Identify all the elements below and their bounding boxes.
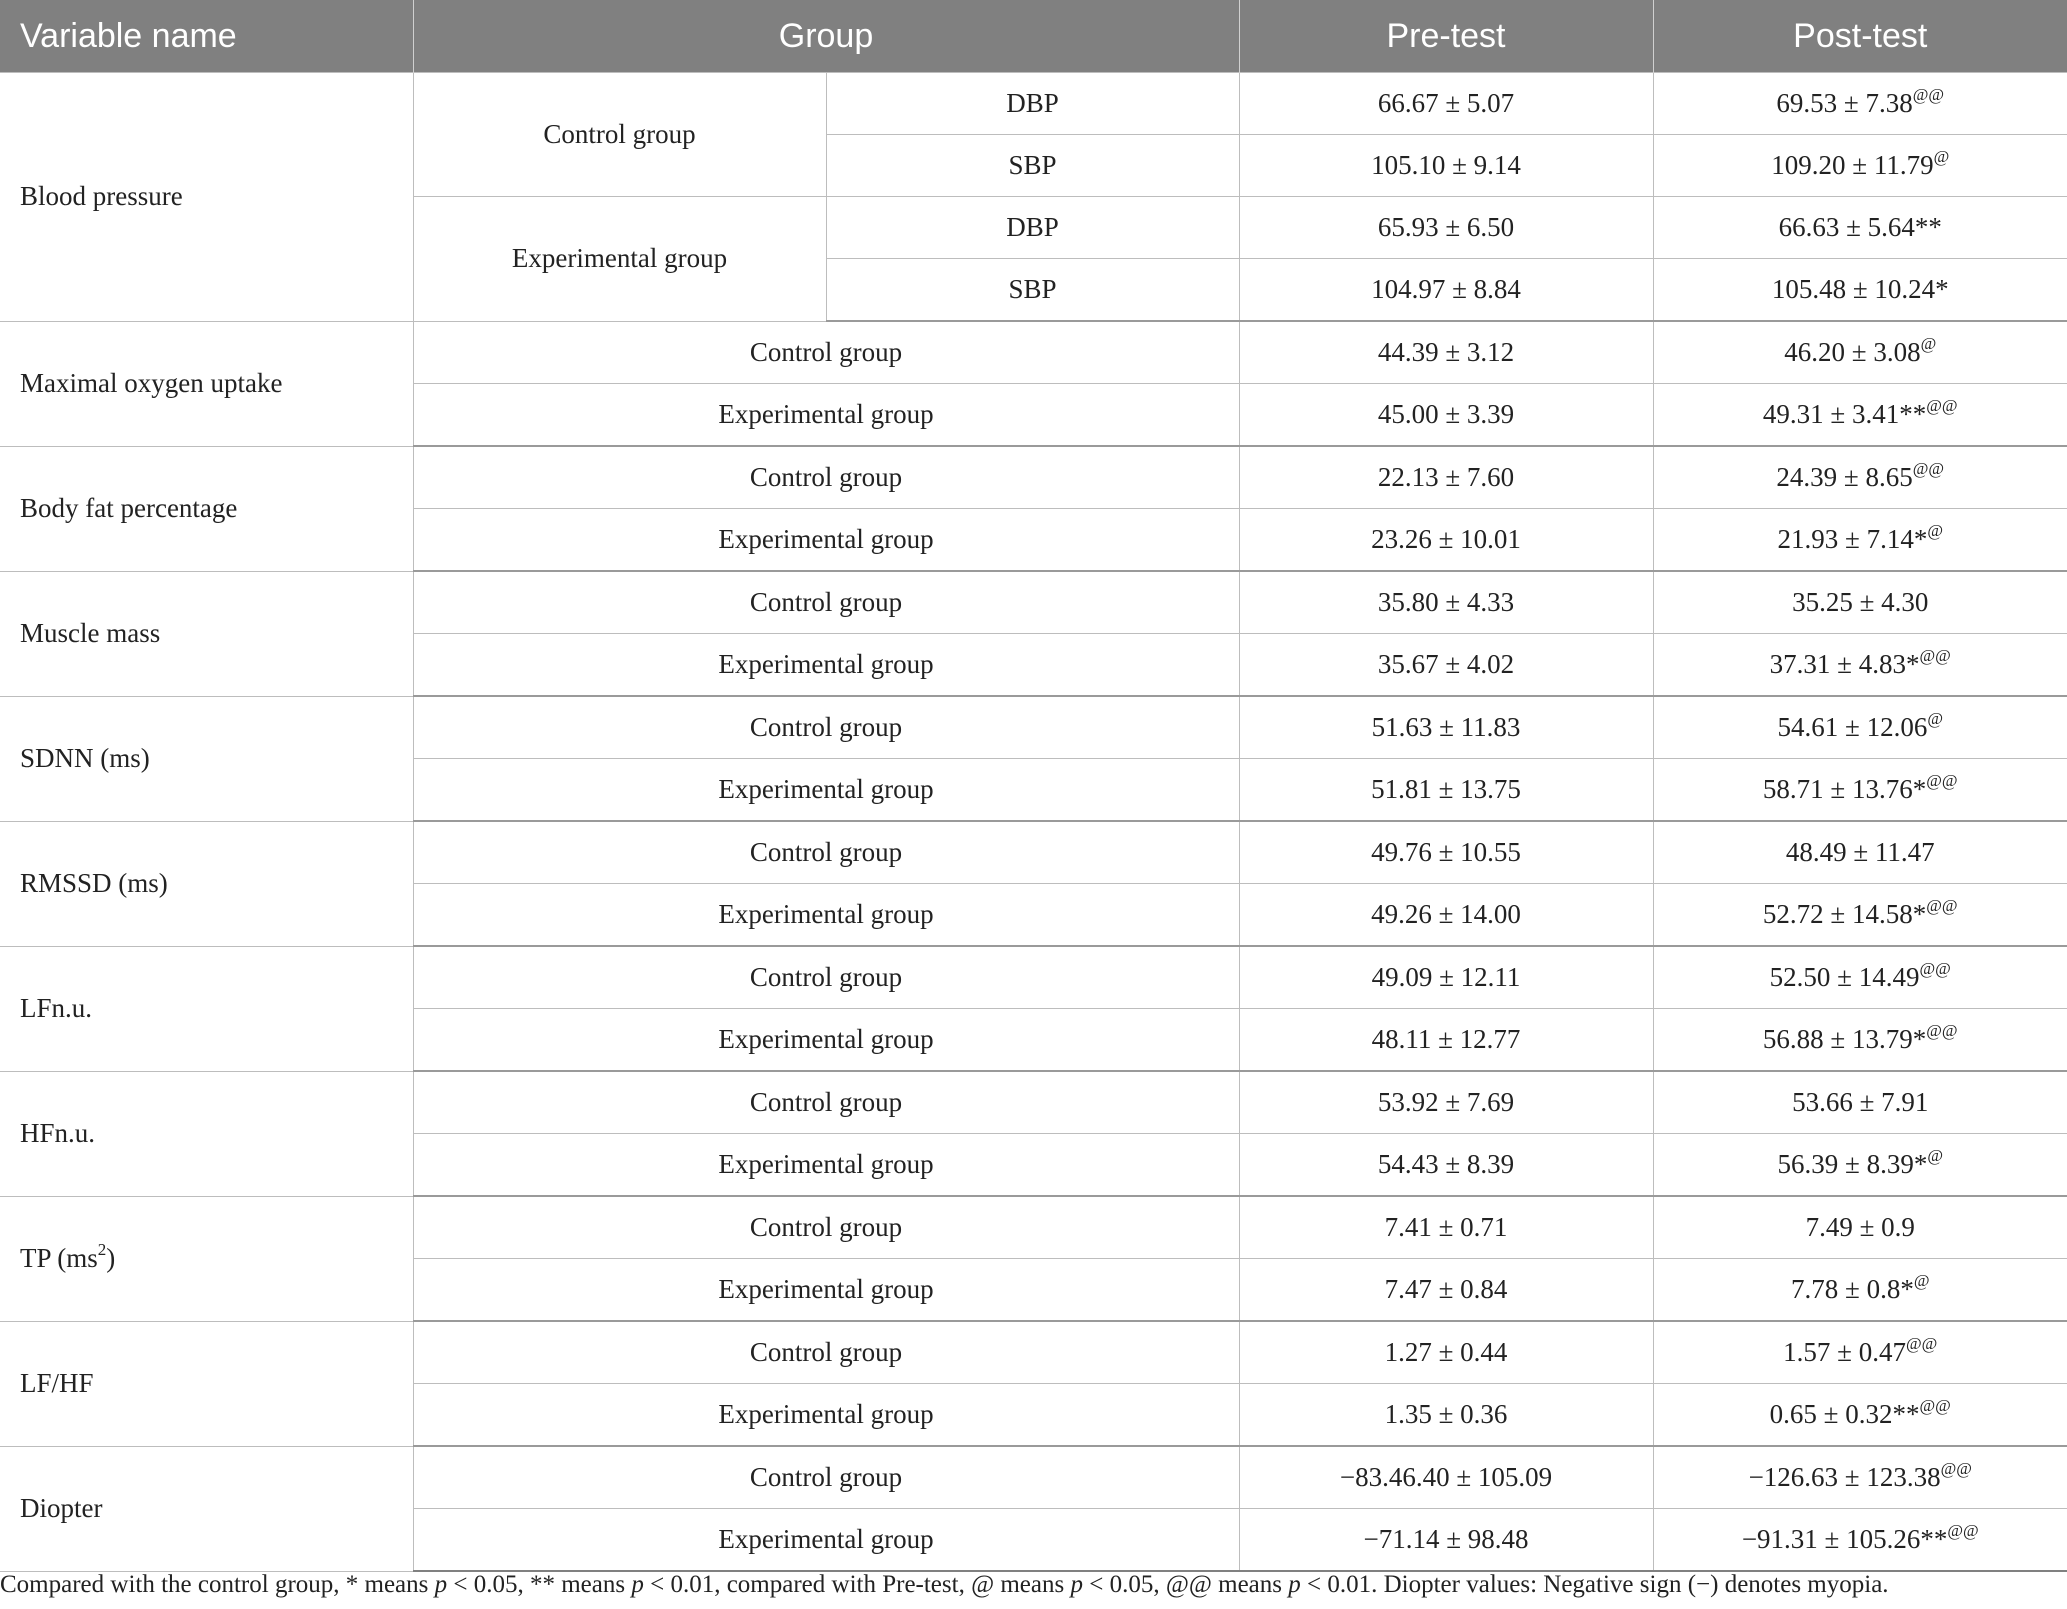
footnote-part: < 0.05, @@ means	[1082, 1571, 1289, 1598]
pre-test-value: 35.80 ± 4.33	[1239, 571, 1653, 634]
pre-test-value: 7.41 ± 0.71	[1239, 1196, 1653, 1259]
group-cell: Experimental group	[413, 384, 1239, 447]
variable-blood-pressure: Blood pressure	[0, 73, 413, 322]
group-cell: Experimental group	[413, 634, 1239, 697]
post-value-text: 1.57 ± 0.47	[1783, 1337, 1906, 1367]
group-cell: Control group	[413, 821, 1239, 884]
variable-name-cell	[0, 446, 413, 571]
post-test-value	[1653, 759, 2067, 822]
pre-test-value: 7.47 ± 0.84	[1239, 1259, 1653, 1322]
post-value-text: 58.71 ± 13.76*	[1762, 774, 1927, 804]
pre-test-value: 1.35 ± 0.36	[1239, 1384, 1653, 1447]
variable-name-text: TP (ms	[20, 1243, 98, 1273]
bp-measure: DBP	[826, 73, 1239, 135]
post-test-value	[1653, 1446, 2067, 1509]
post-value-text: −126.63 ± 123.38	[1748, 1462, 1941, 1492]
post-value-text: 52.72 ± 14.58*	[1762, 899, 1927, 929]
table-row	[0, 1446, 2067, 1509]
table-row	[0, 571, 2067, 634]
pre-test-value: 49.09 ± 12.11	[1239, 946, 1653, 1009]
post-value-mark: @@	[1919, 1396, 1951, 1415]
post-value-mark: @	[1927, 709, 1943, 728]
pre-test-value: 48.11 ± 12.77	[1239, 1009, 1653, 1072]
variable-name-cell	[0, 946, 413, 1071]
table-header-row	[0, 0, 2067, 73]
post-value-text: 49.31 ± 3.41**	[1762, 399, 1927, 429]
post-test-value	[1653, 884, 2067, 947]
variable-name-cell	[0, 571, 413, 696]
post-value-text: 52.50 ± 14.49	[1769, 962, 1920, 992]
post-value-mark: @@	[1906, 1334, 1938, 1353]
footnote-part: < 0.05, ** means	[447, 1571, 632, 1598]
post-value-text: 56.88 ± 13.79*	[1762, 1024, 1927, 1054]
table-row	[0, 73, 2067, 135]
pre-test-value: 35.67 ± 4.02	[1239, 634, 1653, 697]
post-test-value	[1653, 1134, 2067, 1197]
post-value-mark: @	[1927, 521, 1943, 540]
post-value-text: 0.65 ± 0.32**	[1769, 1399, 1920, 1429]
bp-measure: SBP	[826, 135, 1239, 197]
variable-name-text: SDNN (ms)	[20, 743, 150, 773]
post-value-text: 53.66 ± 7.91	[1792, 1087, 1929, 1117]
post-test-value	[1653, 1009, 2067, 1072]
post-test-value	[1653, 821, 2067, 884]
post-test-value	[1653, 1196, 2067, 1259]
variable-name-cell	[0, 321, 413, 446]
post-value-text: 66.63 ± 5.64**	[1778, 212, 1942, 242]
variable-name-superscript: 2	[97, 1240, 107, 1259]
variable-name-text: Muscle mass	[20, 618, 161, 648]
post-value-mark: @@	[1926, 771, 1958, 790]
pre-test-value: 22.13 ± 7.60	[1239, 446, 1653, 509]
group-cell: Control group	[413, 1321, 1239, 1384]
post-value-text: 105.48 ± 10.24*	[1771, 274, 1949, 304]
post-test-value	[1653, 1384, 2067, 1447]
group-cell: Control group	[413, 1071, 1239, 1134]
footnote-p-symbol: p	[1288, 1571, 1301, 1598]
table-row	[0, 446, 2067, 509]
post-value-text: 21.93 ± 7.14*	[1777, 524, 1928, 554]
pre-test-value: 49.76 ± 10.55	[1239, 821, 1653, 884]
post-value-text: 46.20 ± 3.08	[1784, 337, 1921, 367]
footnote-part: Compared with the control group, * means	[0, 1571, 435, 1598]
pre-test-value: 54.43 ± 8.39	[1239, 1134, 1653, 1197]
pre-test-value: 53.92 ± 7.69	[1239, 1071, 1653, 1134]
bp-control-group: Control group	[413, 73, 826, 197]
variable-name-suffix: )	[106, 1243, 116, 1273]
bp-measure: SBP	[826, 259, 1239, 322]
pre-test-value: 65.93 ± 6.50	[1239, 197, 1653, 259]
post-test-value	[1653, 946, 2067, 1009]
post-value-text: 37.31 ± 4.83*	[1769, 649, 1920, 679]
group-cell: Experimental group	[413, 759, 1239, 822]
post-value-text: −91.31 ± 105.26**	[1741, 1524, 1948, 1554]
pre-test-value: 23.26 ± 10.01	[1239, 509, 1653, 572]
pre-test-value: 104.97 ± 8.84	[1239, 259, 1653, 322]
group-cell: Control group	[413, 946, 1239, 1009]
group-cell: Experimental group	[413, 1009, 1239, 1072]
pre-test-value: 49.26 ± 14.00	[1239, 884, 1653, 947]
post-value-mark: @@	[1926, 396, 1958, 415]
variable-name-cell	[0, 696, 413, 821]
post-value-mark: @@	[1912, 459, 1945, 478]
pre-test-value: 51.63 ± 11.83	[1239, 696, 1653, 759]
table-row	[0, 1321, 2067, 1384]
table-row	[0, 1196, 2067, 1259]
variable-name-cell	[0, 1071, 413, 1196]
pre-test-value: −83.46.40 ± 105.09	[1239, 1446, 1653, 1509]
post-test-value	[1653, 1509, 2067, 1572]
post-value-mark: @@	[1919, 959, 1951, 978]
header-pre-test: Pre-test	[1239, 0, 1653, 73]
pre-test-value: 105.10 ± 9.14	[1239, 135, 1653, 197]
group-cell: Control group	[413, 446, 1239, 509]
group-cell: Experimental group	[413, 509, 1239, 572]
post-test-value	[1653, 634, 2067, 697]
table-row	[0, 696, 2067, 759]
post-value-mark: @@	[1919, 646, 1951, 665]
variable-name-text: LFn.u.	[20, 993, 93, 1023]
post-value-text: 24.39 ± 8.65	[1776, 462, 1913, 492]
post-test-value	[1653, 1259, 2067, 1322]
header-post-test: Post-test	[1653, 0, 2067, 73]
post-value-mark: @@	[1912, 85, 1945, 104]
bp-measure: DBP	[826, 197, 1239, 259]
variable-name-text: Maximal oxygen uptake	[20, 368, 283, 398]
post-value-text: 69.53 ± 7.38	[1776, 88, 1913, 118]
post-test-value	[1653, 197, 2067, 259]
variable-name-text: Body fat percentage	[20, 493, 238, 523]
group-cell: Experimental group	[413, 1384, 1239, 1447]
group-cell: Experimental group	[413, 1134, 1239, 1197]
post-test-value	[1653, 571, 2067, 634]
post-test-value	[1653, 509, 2067, 572]
post-value-mark: @	[1927, 1146, 1943, 1165]
post-test-value	[1653, 321, 2067, 384]
footnote-p-symbol: p	[434, 1571, 448, 1598]
footnote-p-symbol: p	[1070, 1571, 1083, 1598]
group-cell: Control group	[413, 321, 1239, 384]
header-variable-name: Variable name	[0, 0, 413, 73]
post-value-text: 7.78 ± 0.8*	[1791, 1274, 1914, 1304]
pre-test-value: 1.27 ± 0.44	[1239, 1321, 1653, 1384]
post-value-mark: @	[1920, 334, 1937, 353]
post-value-mark: @	[1933, 147, 1950, 166]
table-row	[0, 1071, 2067, 1134]
post-value-mark: @@	[1926, 896, 1958, 915]
group-cell: Control group	[413, 571, 1239, 634]
post-value-text: 109.20 ± 11.79	[1771, 150, 1934, 180]
post-test-value	[1653, 1071, 2067, 1134]
pre-test-value: −71.14 ± 98.48	[1239, 1509, 1653, 1572]
footnote-part: < 0.01, compared with Pre-test, @ means	[643, 1571, 1071, 1598]
table-row	[0, 321, 2067, 384]
table-row	[0, 821, 2067, 884]
group-cell: Control group	[413, 1446, 1239, 1509]
post-test-value	[1653, 73, 2067, 135]
table-row	[0, 946, 2067, 1009]
group-cell: Experimental group	[413, 1509, 1239, 1572]
variable-name-text: LF/HF	[20, 1368, 94, 1398]
post-value-text: 56.39 ± 8.39*	[1777, 1149, 1928, 1179]
post-value-mark: @@	[1926, 1021, 1958, 1040]
group-cell: Experimental group	[413, 1259, 1239, 1322]
post-value-mark: @@	[1940, 1459, 1972, 1478]
post-value-mark: @@	[1947, 1521, 1979, 1540]
post-test-value	[1653, 446, 2067, 509]
group-cell: Control group	[413, 1196, 1239, 1259]
post-test-value	[1653, 696, 2067, 759]
variable-name-cell	[0, 1321, 413, 1446]
group-cell: Experimental group	[413, 884, 1239, 947]
post-test-value	[1653, 1321, 2067, 1384]
group-cell: Control group	[413, 696, 1239, 759]
footnote-p-symbol: p	[631, 1571, 644, 1598]
variable-name-cell	[0, 1446, 413, 1571]
variable-name-cell	[0, 821, 413, 946]
post-value-text: 35.25 ± 4.30	[1792, 587, 1929, 617]
pre-test-value: 44.39 ± 3.12	[1239, 321, 1653, 384]
variable-name-text: RMSSD (ms)	[20, 868, 168, 898]
header-group: Group	[413, 0, 1239, 73]
post-value-mark: @	[1913, 1271, 1930, 1290]
variable-name-text: HFn.u.	[20, 1118, 96, 1148]
table-footnote	[0, 1571, 2067, 1599]
post-test-value	[1653, 135, 2067, 197]
pre-test-value: 45.00 ± 3.39	[1239, 384, 1653, 447]
post-value-text: 54.61 ± 12.06	[1777, 712, 1928, 742]
post-value-text: 7.49 ± 0.9	[1805, 1212, 1915, 1242]
variable-name-cell	[0, 1196, 413, 1321]
variable-name-text: Diopter	[20, 1493, 103, 1523]
post-test-value	[1653, 259, 2067, 322]
pre-test-value: 66.67 ± 5.07	[1239, 73, 1653, 135]
pre-test-value: 51.81 ± 13.75	[1239, 759, 1653, 822]
post-value-text: 48.49 ± 11.47	[1785, 837, 1935, 867]
bp-experimental-group: Experimental group	[413, 197, 826, 322]
post-test-value	[1653, 384, 2067, 447]
footnote-part: < 0.01. Diopter values: Negative sign (−) denotes myopia.	[1300, 1571, 1889, 1598]
